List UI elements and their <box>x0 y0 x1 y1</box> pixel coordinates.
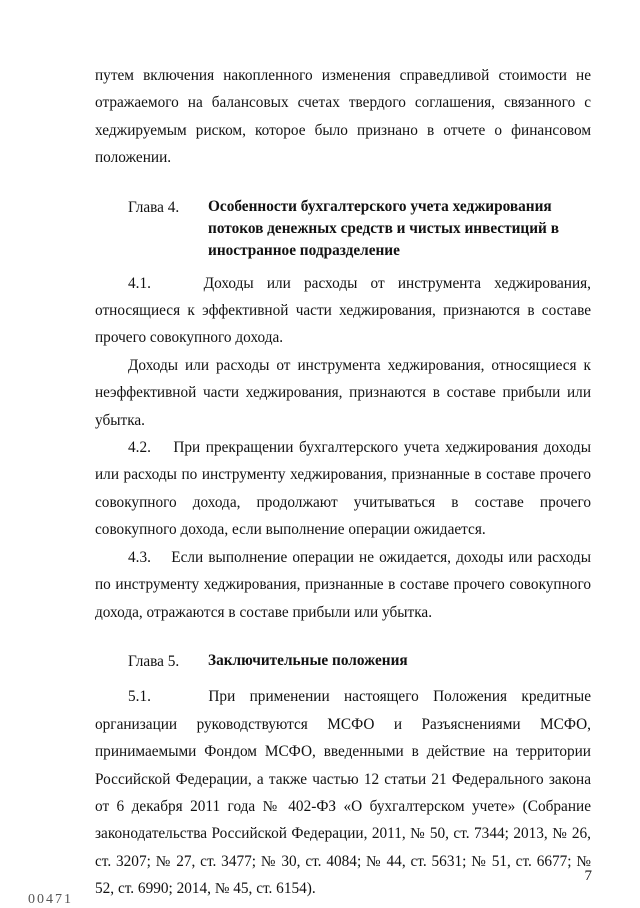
chapter-4-number: Глава 4. <box>128 198 180 216</box>
paragraph-4-1: 4.1. Доходы или расходы от инструмента хеджирования, относящиеся к эффективной части хеджирования, признаются в составе прочего совокупного дохода. <box>95 274 591 347</box>
paragraph-5-1: 5.1. При применении настоящего Положения кредитные организации руководствуются МСФО и Разъяснениями МСФО, принимаемыми Фондом МСФО, введенными в действие на территории Российской Федерации, а также частью 12 статьи 21 Федерального закона от 6 декабря 2011 года № 402-ФЗ «О бухгалтерском учете» (Собрание законодательства Российской Федерации, 2011, № 50, ст. 7344; 2013, № 26, ст. 3207; № 27, ст. 3477; № 30, ст. 4084; № 44, ст. 5631; № 51, ст. 6677; № 52, ст. 6990; 2014, № 45, ст. 6154). <box>95 688 591 898</box>
chapter-4-heading <box>95 194 591 262</box>
paragraph-4-3: 4.3. Если выполнение операции не ожидается, доходы или расходы по инструменту хеджирования, признанные в составе прочего совокупного дохода, отражаются в составе прибыли или убытка. <box>95 548 591 621</box>
chapter-5-title: Заключительные положения <box>208 651 408 669</box>
chapter-5-number: Глава 5. <box>128 652 180 670</box>
paragraph-4-1-b: Доходы или расходы от инструмента хеджирования, относящиеся к неэффективной части хеджирования, признаются в составе прибыли или убытка. <box>95 356 591 429</box>
continuation-paragraph: путем включения накопленного изменения справедливой стоимости не отражаемого на балансовых счетах твердого соглашения, связанного с хеджируемым риском, которое было признано в отчете о финансовом положении. <box>95 67 591 167</box>
page-number: 7 <box>584 868 592 884</box>
registration-stamp: 00471 <box>28 892 73 907</box>
chapter-4-title: Особенности бухгалтерского учета хеджирования потоков денежных средств и чистых инвестиций в иностранное подразделение <box>208 197 559 259</box>
chapter-5-heading <box>95 648 591 675</box>
paragraph-4-2: 4.2. При прекращении бухгалтерского учета хеджирования доходы или расходы по инструменту хеджирования, признанные в составе прочего совокупного дохода, продолжают учитываться в составе прочего совокупного дохода, если выполнение операции ожидается. <box>95 439 591 539</box>
document-page <box>95 62 591 903</box>
